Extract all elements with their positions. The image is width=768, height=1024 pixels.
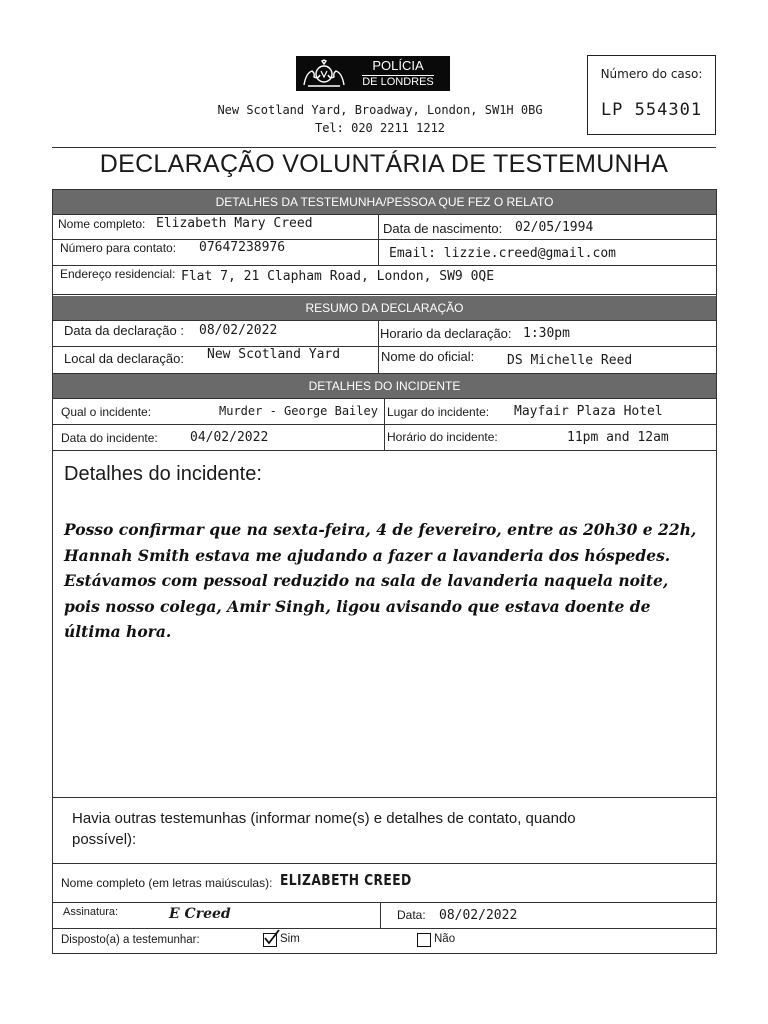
- case-number-box: [587, 55, 716, 135]
- phone-label: Número para contato:: [60, 241, 177, 255]
- divider: [53, 797, 716, 798]
- divider: [53, 346, 716, 347]
- witness-section-header: DETALHES DA TESTEMUNHA/PESSOA QUE FEZ O RELATO: [53, 190, 716, 214]
- incident-date-label: Data do incidente:: [61, 431, 158, 445]
- divider: [53, 863, 716, 864]
- page-title: DECLARAÇÃO VOLUNTÁRIA DE TESTEMUNHA: [99, 150, 669, 178]
- header-divider: [52, 147, 716, 148]
- statement-place-field[interactable]: New Scotland Yard: [207, 347, 341, 362]
- willing-yes-checkbox[interactable]: [263, 933, 277, 947]
- willing-no-label: Não: [434, 933, 456, 945]
- incident-what-field[interactable]: Murder - George Bailey: [219, 404, 378, 418]
- station-address: New Scotland Yard, Broadway, London, SW1H 0BG: [217, 103, 543, 117]
- station-telephone: Tel: 020 2211 1212: [314, 121, 446, 135]
- divider: [53, 450, 716, 451]
- statement-time-label: Horario da declaração:: [380, 326, 512, 341]
- logo-text-line2: DE LONDRES: [362, 75, 434, 88]
- logo-text-line1: POLÍCIA: [372, 57, 424, 73]
- caps-name-label: Nome completo (em letras maiúsculas):: [61, 876, 273, 890]
- statement-time-field[interactable]: 1:30pm: [523, 326, 570, 341]
- name-label: Nome completo:: [58, 217, 146, 231]
- incident-where-label: Lugar do incidente:: [387, 405, 490, 419]
- statement-section-header: RESUMO DA DECLARAÇÃO: [53, 296, 716, 320]
- police-logo: [296, 56, 450, 91]
- divider: [53, 214, 716, 215]
- officer-field[interactable]: DS Michelle Reed: [507, 353, 633, 368]
- incident-time-field[interactable]: 11pm and 12am: [567, 430, 669, 445]
- divider: [380, 902, 381, 928]
- incident-section-header: DETALHES DO INCIDENTE: [53, 374, 716, 398]
- case-number-value: LP 554301: [600, 100, 703, 120]
- statement-date-label: Data da declaração :: [64, 323, 184, 338]
- divider: [53, 928, 716, 929]
- dob-field[interactable]: 02/05/1994: [515, 220, 594, 235]
- divider: [53, 320, 716, 321]
- statement-form: [52, 189, 717, 954]
- incident-time-label: Horário do incidente:: [387, 430, 498, 444]
- checkmark-icon: [263, 929, 281, 945]
- crest-icon: [296, 56, 352, 91]
- statement-date-field[interactable]: 08/02/2022: [199, 323, 278, 338]
- name-field[interactable]: Elizabeth Mary Creed: [156, 216, 313, 231]
- officer-label: Nome do oficial:: [381, 349, 475, 364]
- phone-field[interactable]: 07647238976: [199, 240, 286, 255]
- divider: [53, 294, 716, 295]
- signoff-date-label: Data:: [397, 908, 426, 922]
- statement-place-label: Local da declaração:: [64, 351, 184, 366]
- other-witnesses-label: Havia outras testemunhas (informar nome(s) e detalhes de contato, quando possível):: [72, 810, 576, 848]
- case-number-label: Número do caso:: [600, 67, 703, 81]
- incident-where-field[interactable]: Mayfair Plaza Hotel: [514, 404, 663, 419]
- incident-details-text[interactable]: Posso confirmar que na sexta-feira, 4 de fevereiro, entre as 20h30 e 22h, Hannah Smith estava me ajudando a fazer a lavanderia dos hóspedes. Estávamos com pessoal reduzido na sala de lavanderia naquela noite, pois nosso colega, Amir Singh, ligou avisando que estava doente de última hora.: [64, 520, 697, 641]
- willing-label: Disposto(a) a testemunhar:: [61, 934, 200, 946]
- divider: [53, 902, 716, 903]
- signoff-date-field[interactable]: 08/02/2022: [439, 908, 518, 923]
- willing-no-checkbox[interactable]: [417, 933, 431, 947]
- divider: [384, 398, 385, 450]
- address-label: Endereço residencial:: [60, 267, 176, 281]
- divider: [378, 320, 379, 373]
- divider: [53, 265, 716, 266]
- signature-field[interactable]: E Creed: [169, 906, 231, 922]
- address-field[interactable]: Flat 7, 21 Clapham Road, London, SW9 0QE: [181, 269, 495, 284]
- incident-date-field[interactable]: 04/02/2022: [190, 430, 269, 445]
- divider: [53, 239, 716, 240]
- incident-details-heading: Detalhes do incidente:: [64, 463, 262, 485]
- dob-label: Data de nascimento:: [383, 221, 503, 236]
- email-field[interactable]: Email: lizzie.creed@gmail.com: [389, 246, 616, 261]
- incident-what-label: Qual o incidente:: [61, 405, 152, 419]
- willing-yes-label: Sim: [280, 933, 300, 945]
- divider: [378, 214, 379, 265]
- caps-name-field[interactable]: ELIZABETH CREED: [280, 871, 412, 889]
- signature-label: Assinatura:: [63, 906, 119, 918]
